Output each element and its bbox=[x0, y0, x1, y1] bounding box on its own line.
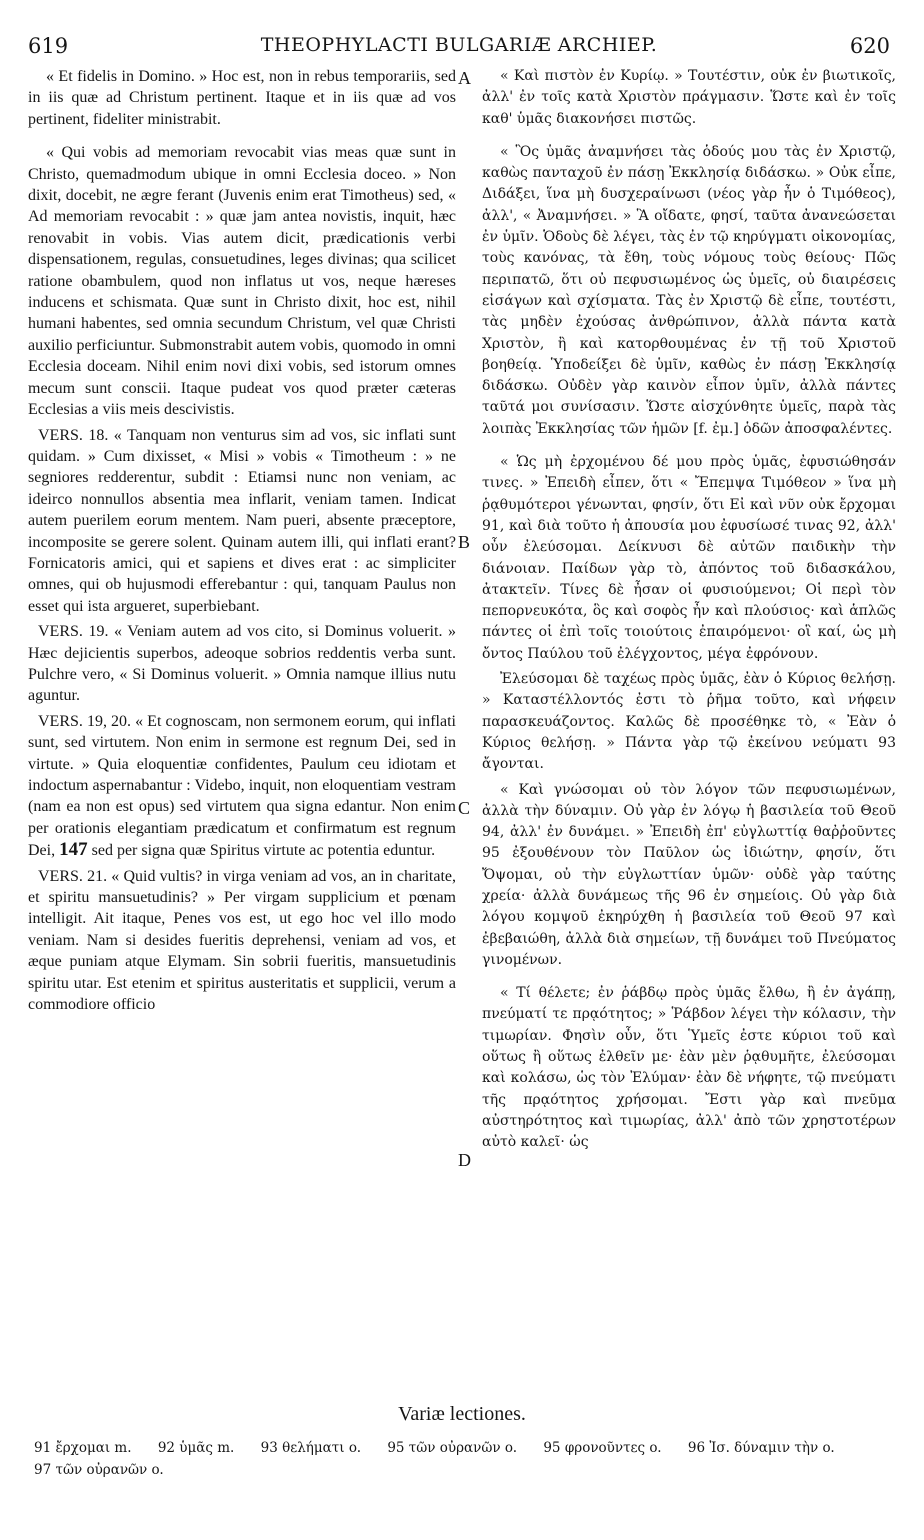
latin-text: VERS. 19, 20. « Et cognoscam, non sermonem eorum, qui inflati sunt, sed virtutem. Non enim in sermone est regnum Dei, sed in virtute. » Quia eloquentiæ confidentes, Paulum ceu idiotam et indoctum aspernabantur : Videbo, inquit, non eloquentiam vestram (nam ea non est opus) sed virtutem qua signa edantur. Non enim per orationis elegantiam prædicatum et confirmatum est regnum Dei, bbox=[28, 712, 456, 860]
page-number-right: 620 bbox=[849, 34, 890, 58]
greek-paragraph: « Τί θέλετε; ἐν ῥάβδῳ πρὸς ὑμᾶς ἔλθω, ἢ ἐν ἀγάπῃ, πνεύματί τε πρᾳότητος; » Ῥάβδον λέγει τὴν κόλασιν, τὴν τιμωρίαν. Φησὶν οὖν, ὅτι Ὑμεῖς ἐστε κύριοι τοῦ καὶ οὕτως ἢ οὕτως ἐλθεῖν με· ἐὰν μὲν ῥᾳθυμῆτε, ἐλεύσομαι καὶ κολάσω, ὡς τὸν Ἐλύμαν· ἐὰν δὲ νήφητε, τῷ πνεύματι τῆς πρᾳότητος χρήσομαι. Ἔστι γὰρ καὶ πνεῦμα αὐστηρότητος καὶ τιμωρίας, ἀλλ' ἀπὸ τῶν χρηστοτέρων αὐτὸ καλεῖ· ὡς bbox=[482, 985, 896, 1151]
page-number-left: 619 bbox=[28, 34, 69, 58]
section-marker-c: C bbox=[458, 798, 471, 818]
page-header bbox=[28, 34, 890, 64]
latin-text: sed per signa quæ Spiritus virtute ac potentia eduntur. bbox=[91, 842, 436, 860]
latin-paragraph bbox=[28, 711, 456, 862]
section-marker-a: A bbox=[458, 68, 471, 88]
latin-paragraph: VERS. 19. « Veniam autem ad vos cito, si Dominus voluerit. » Hæc dejicientis superbos, adeoque sobrios reddentis verba sunt. Pulchre vero, « Si Dominus voluerit. » Omnia namque illius nutu aguntur. bbox=[28, 623, 456, 705]
latin-paragraph: VERS. 21. « Quid vultis? in virga veniam ad vos, an in charitate, et spiritu mansuetudinis? » Per virgam supplicium et pœnam intelligit. Ait itaque, Penes vos est, ut ego hoc vel illo modo veniam. Nam si desides fueritis deprehensi, veniam ad vos, et æque puniam atque Elymam. Sin sobrii fueritis, mansuetudinis spiritu utar. Est etenim et spiritus austeritatis et supplicii, verum a commodiore officio bbox=[28, 867, 456, 1014]
running-title: THEOPHYLACTI BULGARIÆ ARCHIEP. bbox=[260, 34, 658, 56]
section-marker-d: D bbox=[458, 1150, 471, 1170]
greek-paragraph: Ἐλεύσομαι δὲ ταχέως πρὸς ὑμᾶς, ἐὰν ὁ Κύριος θελήσῃ. » Καταστέλλοντός ἐστι τὸ ῥῆμα τοῦτο, καὶ νήφειν παρασκευάζοντος. Καλῶς δὲ προσέθηκε τὸ, « Ἐὰν ὁ Κύριος θελήσῃ. » Πάντα γὰρ τῷ ἐκείνου νεύματι 93 ἄγονται. bbox=[482, 671, 896, 773]
greek-paragraph: « Καὶ γνώσομαι οὐ τὸν λόγον τῶν πεφυσιωμένων, ἀλλὰ τὴν δύναμιν. Οὐ γὰρ ἐν λόγῳ ἡ βασιλεία τοῦ Θεοῦ 94, ἀλλ' ἐν δυνάμει. » Ἐπειδὴ ἐπ' εὐγλωττίᾳ θαῤῥοῦντες 95 ἐξουθένουν τὸν Παῦλον ὡς ἰδιώτην, φησίν, ὅτι Ὄψομαι, οὐ τὴν εὐγλωττίαν ὑμῶν· οὐδὲ γὰρ ταύτης χρεία· ἀλλὰ δυνάμεως τῆς 96 ἐν σημείοις. Οὐ γὰρ διὰ λόγου κομψοῦ ἐκηρύχθη ἡ βασιλεία τοῦ Θεοῦ 97 καὶ ἐβεβαιώθη, ἀλλὰ διὰ σημείων, τῇ δυνάμει τοῦ Πνεύματος γινομένων. bbox=[482, 781, 896, 968]
latin-paragraph: « Et fidelis in Domino. » Hoc est, non in rebus temporariis, sed in iis quæ ad Christum pertinent. Itaque et in iis quæ ad vos pertinent, fideliter ministrabit. bbox=[28, 68, 456, 128]
variant-reading: 95 τῶν οὐρανῶν o. bbox=[387, 1440, 518, 1456]
latin-column bbox=[28, 66, 456, 1019]
greek-paragraph: « Καὶ πιστὸν ἐν Κυρίῳ. » Τουτέστιν, οὐκ ἐν βιωτικοῖς, ἀλλ' ἐν τοῖς κατὰ Χριστὸν πράγμασιν. Ὥστε καὶ ἐν τοῖς καθ' ὑμᾶς διακονήσει πιστῶς. bbox=[482, 68, 896, 127]
latin-paragraph: VERS. 18. « Tanquam non venturus sim ad vos, sic inflati sunt quidam. » Cum dixisset, « Misi » vobis « Timotheum : » ne segniores redderentur, subdit : Etiamsi nunc non veniam, ac ideirco nonnullos absentia mea inflarit, veniam tamen. Indicat autem puerilem eorum mentem. Nam pueri, absente præceptore, incomposite se gerere solent. Quinam autem illi, qui inflati erant? Fornicatoris amici, qui et sapiens et dives erat : ac simpliciter omnes, qui ob hujusmodi efferebantur : qui, tanquam Paulus non esset qui ista argueret, superbiebant. bbox=[28, 426, 456, 615]
variant-reading: 96 Ἰσ. δύναμιν τὴν o. bbox=[687, 1440, 835, 1456]
variae-lectiones-title: Variæ lectiones. bbox=[398, 1403, 526, 1425]
greek-column bbox=[482, 66, 896, 1158]
variant-reading: 92 ὑμᾶς m. bbox=[157, 1440, 235, 1456]
folio-number: 147 bbox=[59, 839, 88, 861]
variae-lectiones-list bbox=[34, 1437, 894, 1481]
latin-paragraph: « Qui vobis ad memoriam revocabit vias meas quæ sunt in Christo, quemadmodum ubique in omni Ecclesia doceo. » Non dixit, docebit, ne ægre ferant (Juvenis enim erat Timotheus) sed, « Ad memoriam revocabit : » quæ jam antea novistis, inquit, hæc renovabit in vobis. Vias autem dicit, prædicationis verbi dispensationem, regulas, consuetudines, leges divinas; qua scilicet ratione obambulem, quod non inflatus ut vos, neque hæreses inducens et schismata. Quæ sunt in Christo dixit, hoc est, nihil humani habentes, sed omnia secundum Christum, vel quæ Christi auxilio perficiuntur. Submonstrabit autem vobis, quomodo in omni Ecclesia doceam. Nihil enim novi dixi vobis, sed istorum omnes mecum sunt conscii. Itaque pudeat vos quod præter cæteras Ecclesias a viis meis descivistis. bbox=[28, 144, 456, 419]
greek-paragraph: « Ὃς ὑμᾶς ἀναμνήσει τὰς ὁδούς μου τὰς ἐν Χριστῷ, καθὼς πανταχοῦ ἐν πάσῃ Ἐκκλησίᾳ διδάσκω. » Οὐκ εἶπε, Διδάξει, ἵνα μὴ δυσχεραίνωσι (νέος γὰρ ἦν ὁ Τιμόθεος), ἀλλ', « Ἀναμνήσει. » Ἃ οἴδατε, φησί, ταῦτα ἀνανεώσεται ἐν ὑμῖν. Ὁδοὺς δὲ λέγει, τὰς ἐν τῷ κηρύγματι οἰκονομίας, τοὺς κανόνας, τὰ ἔθη, τοὺς νόμους τοὺς θείους· Πῶς περιπατῶ, ὅτι οὐ πεφυσιωμένος ὡς ὑμεῖς, οὐ διαιρέσεις εἰσάγων καὶ σχίσματα. Τὰς ἐν Χριστῷ δὲ εἶπε, τουτέστι, τὰς μηδὲν ἐχούσας ἀνθρώπινον, ἀλλὰ πάντα κατὰ Χριστὸν, ἢ καὶ κατορθουμένας ἐν τῇ τοῦ Χριστοῦ βοηθείᾳ. Ὑποδείξει δὲ ὑμῖν, καθὼς ἐν πάσῃ Ἐκκλησίᾳ διδάσκω. Οὐδὲν γὰρ καινὸν εἶπον ὑμῖν, ἀλλὰ πάντες ταῦτά μοι συνίσασιν. Ὥστε αἰσχύνθητε ὑμεῖς, παρὰ τὰς λοιπὰς Ἐκκλησίας τῶν ἡμῶν [f. ἐμ.] ὁδῶν ἀποσφαλέντες. bbox=[482, 143, 896, 437]
variant-reading: 93 θελήματι o. bbox=[260, 1440, 362, 1456]
variant-reading: 95 φρονοῦντες o. bbox=[543, 1440, 662, 1456]
variant-reading: 91 ἔρχομαι m. bbox=[34, 1440, 132, 1456]
section-marker-b: B bbox=[458, 532, 471, 552]
greek-paragraph: « Ὡς μὴ ἐρχομένου δέ μου πρὸς ὑμᾶς, ἐφυσιώθησάν τινες. » Ἐπειδὴ εἶπεν, ὅτι « Ἔπεμψα Τιμόθεον » ἵνα μὴ ῥᾳθυμότεροι γένωνται, φησίν, ὅτι Εἰ καὶ νῦν οὐκ ἔρχομαι 91, καὶ διὰ τοῦτο ἡ ἀπουσία μου ἐφυσίωσέ τινας 92, ἀλλ' οὖν ἐλεύσομαι. Δείκνυσι δὲ αὐτῶν παιδικὴν τὴν διάνοιαν. Παίδων γὰρ τὸ, ἀπόντος τοῦ διδασκάλου, ἀτακτεῖν. Τίνες δὲ ἦσαν οἱ φυσιούμενοι; Οἱ περὶ τὸν πεπορνευκότα, ὃς καὶ σοφὸς ἦν καὶ πλούσιος· καὶ ἁπλῶς πάντες οἱ ἐπὶ τοῖς τοιούτοις ἐπαιρόμενοι· οἳ καί, ὡς μὴ ὄντος Παύλου τοῦ ἐλέγχοντος, μέγα ἐφρόνουν. bbox=[482, 454, 896, 662]
variant-reading: 97 τῶν οὐρανῶν o. bbox=[34, 1462, 164, 1478]
